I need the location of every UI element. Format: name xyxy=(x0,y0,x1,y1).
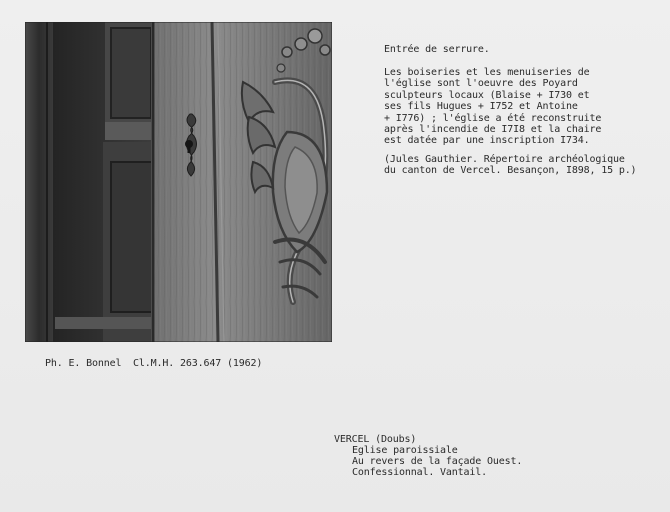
photo-credit: Ph. E. Bonnel Cl.M.H. 263.647 (1962) xyxy=(45,358,263,369)
caption-paragraph: Les boiseries et les menuiseries de l'église sont l'oeuvre des Poyard sculpteurs locaux (Blaise + I730 et ses fils Hugues + I752 et Antoine + I776) ; l'église a été reconstruite après l'incendie de I7I8 et la chaire est datée par une inscription I734. xyxy=(384,67,602,147)
location-object: Confessionnal. Vantail. xyxy=(352,467,488,478)
side-frame xyxy=(25,22,53,342)
photograph xyxy=(25,22,332,342)
caption-citation: (Jules Gauthier. Répertoire archéologique du canton de Vercel. Besançon, I898, 15 p.) xyxy=(384,154,637,177)
location-place: VERCEL (Doubs) xyxy=(334,434,417,445)
location-building: Eglise paroissiale xyxy=(352,445,458,456)
door-photo xyxy=(25,22,332,342)
caption-title: Entrée de serrure. xyxy=(384,44,490,55)
location-position: Au revers de la façade Ouest. xyxy=(352,456,523,467)
